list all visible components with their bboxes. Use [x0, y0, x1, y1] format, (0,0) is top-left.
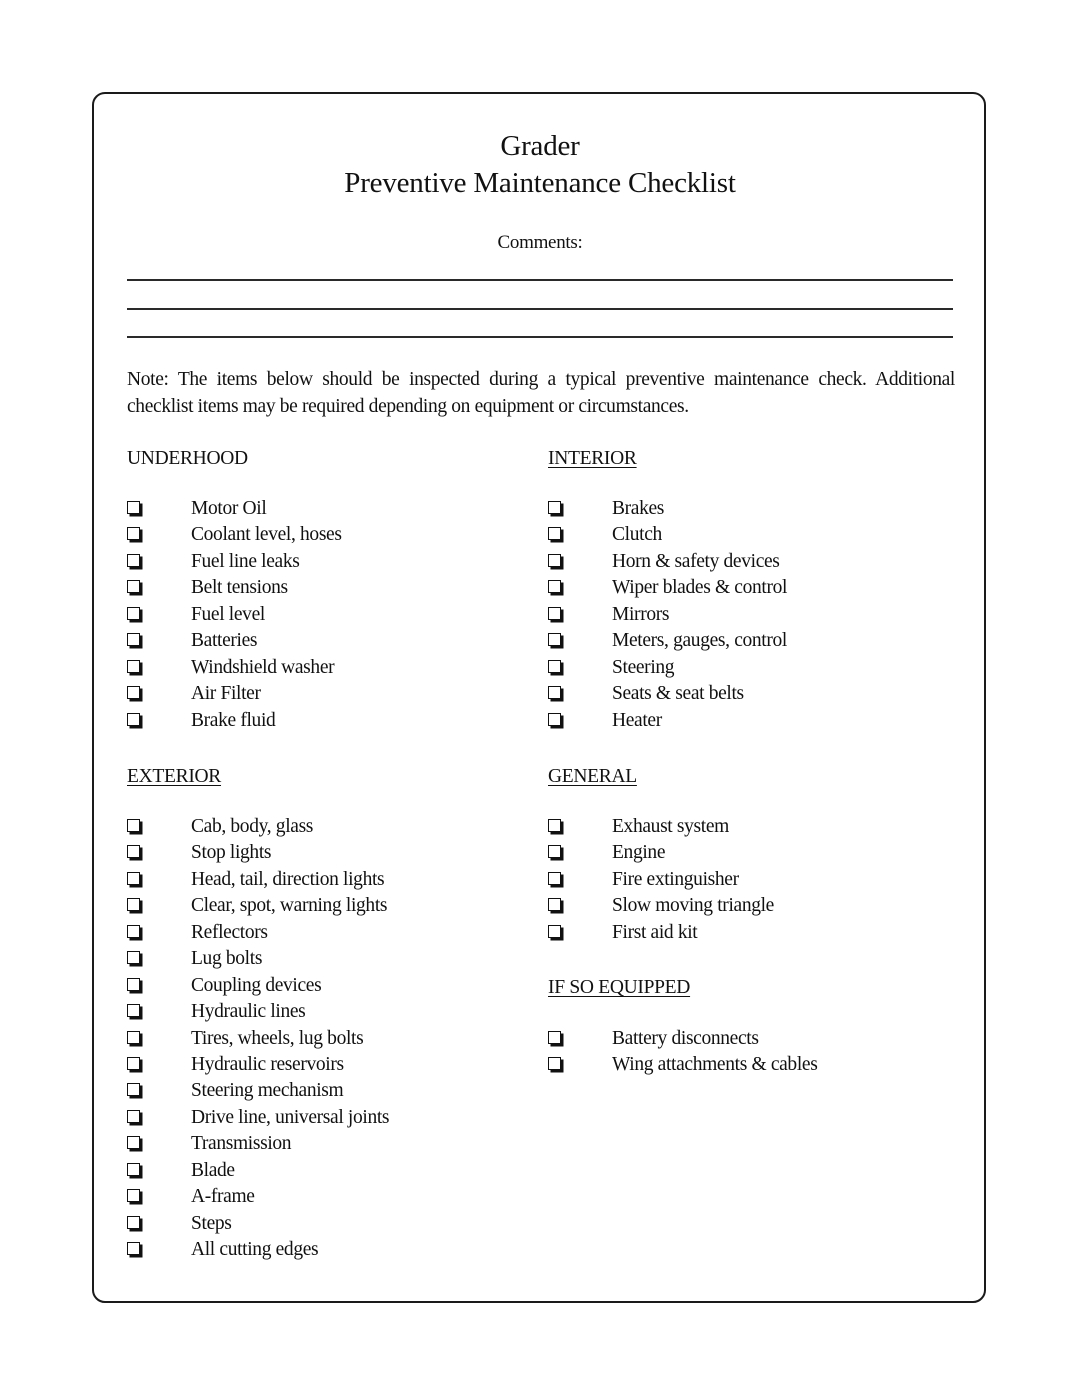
checklist-item-label: Meters, gauges, control [612, 630, 787, 652]
checklist-item[interactable] [127, 1105, 507, 1131]
checklist-item[interactable] [548, 867, 928, 893]
checkbox-icon[interactable] [127, 1242, 140, 1255]
comments-label: Comments: [497, 232, 583, 253]
checklist-item-label: Engine [612, 842, 666, 864]
checklist-item[interactable] [548, 655, 928, 681]
checklist-item-label: Wiper blades & control [612, 577, 788, 599]
checklist-item-label: Fuel level [191, 603, 265, 625]
checklist-item-label: Lug bolts [191, 948, 263, 970]
checklist-item-label: Batteries [191, 630, 258, 652]
checklist-item[interactable] [548, 496, 928, 522]
checklist-item-label: Transmission [191, 1133, 292, 1155]
checkbox-icon[interactable] [548, 660, 561, 673]
checkbox-icon[interactable] [127, 845, 140, 858]
checklist-item[interactable] [127, 893, 507, 919]
checklist-item[interactable] [127, 946, 507, 972]
checklist-item[interactable] [127, 1158, 507, 1184]
checklist-item-label: Head, tail, direction lights [191, 868, 385, 890]
section-heading-if-so-equipped: IF SO EQUIPPED [548, 977, 691, 998]
checklist-item[interactable] [548, 628, 928, 654]
checklist-item-label: Steering mechanism [191, 1080, 344, 1102]
checkbox-icon[interactable] [127, 686, 140, 699]
checkbox-icon[interactable] [127, 819, 140, 832]
checklist-item[interactable] [127, 549, 507, 575]
checkbox-icon[interactable] [127, 1216, 140, 1229]
checklist-item-label: Hydraulic lines [191, 1001, 306, 1023]
checklist-item-label: Coolant level, hoses [191, 524, 342, 546]
checklist-if-so-equipped [548, 1026, 928, 1079]
checkbox-icon[interactable] [548, 819, 561, 832]
checkbox-icon[interactable] [548, 1057, 561, 1070]
checklist-item-label: Mirrors [612, 603, 670, 625]
checklist-underhood [127, 496, 507, 734]
checkbox-icon[interactable] [127, 633, 140, 646]
checklist-general [548, 814, 928, 946]
checklist-item-label: Brake fluid [191, 709, 276, 731]
checkbox-icon[interactable] [548, 872, 561, 885]
section-heading-underhood: UNDERHOOD [127, 448, 248, 469]
checkbox-icon[interactable] [127, 501, 140, 514]
checklist-item[interactable] [127, 1184, 507, 1210]
checklist-item[interactable] [127, 973, 507, 999]
checklist-item[interactable] [127, 575, 507, 601]
checkbox-icon[interactable] [548, 633, 561, 646]
checklist-item[interactable] [548, 575, 928, 601]
section-heading-general: GENERAL [548, 766, 637, 787]
checklist-item-label: Horn & safety devices [612, 550, 780, 572]
checklist-item[interactable] [127, 708, 507, 734]
checkbox-icon[interactable] [127, 951, 140, 964]
checkbox-icon[interactable] [127, 1004, 140, 1017]
checklist-item-label: Clutch [612, 524, 662, 546]
checkbox-icon[interactable] [548, 1031, 561, 1044]
checklist-item-label: Battery disconnects [612, 1028, 759, 1049]
checklist-item[interactable] [548, 549, 928, 575]
checklist-item[interactable] [127, 1237, 507, 1263]
checkbox-icon[interactable] [127, 1136, 140, 1149]
checkbox-icon[interactable] [548, 713, 561, 726]
checklist-item[interactable] [127, 1026, 507, 1052]
comment-line-3[interactable] [127, 336, 953, 338]
checklist-item-label: Steering [612, 656, 675, 678]
comment-line-2[interactable] [127, 308, 953, 310]
checkbox-icon[interactable] [127, 607, 140, 620]
checklist-item[interactable] [548, 708, 928, 734]
checklist-item-label: Blade [191, 1159, 235, 1181]
checklist-item[interactable] [127, 814, 507, 840]
checklist-item-label: Motor Oil [191, 498, 267, 519]
checklist-item[interactable] [127, 522, 507, 548]
checklist-item[interactable] [548, 1052, 928, 1078]
checklist-item[interactable] [548, 840, 928, 866]
checklist-item[interactable] [127, 602, 507, 628]
checklist-item[interactable] [127, 655, 507, 681]
checklist-item[interactable] [127, 628, 507, 654]
checkbox-icon[interactable] [127, 1110, 140, 1123]
checklist-item-label: Reflectors [191, 921, 268, 943]
checkbox-icon[interactable] [127, 660, 140, 673]
checkbox-icon[interactable] [127, 527, 140, 540]
checklist-item-label: First aid kit [612, 921, 698, 943]
checklist-item[interactable] [548, 893, 928, 919]
checklist-item[interactable] [548, 1026, 928, 1052]
checklist-interior [548, 496, 928, 734]
document-title-equipment: Grader [500, 130, 580, 162]
checkbox-icon[interactable] [127, 872, 140, 885]
checkbox-icon[interactable] [548, 925, 561, 938]
checkbox-icon[interactable] [548, 607, 561, 620]
checkbox-icon[interactable] [127, 925, 140, 938]
document-title: Preventive Maintenance Checklist [344, 167, 736, 199]
checklist-item-label: Wing attachments & cables [612, 1054, 818, 1076]
checklist-item[interactable] [127, 999, 507, 1025]
checklist-item[interactable] [127, 496, 507, 522]
checkbox-icon[interactable] [127, 1083, 140, 1096]
section-heading-interior: INTERIOR [548, 448, 637, 469]
checklist-item-label: Steps [191, 1212, 232, 1234]
checkbox-icon[interactable] [127, 713, 140, 726]
checklist-item-label: Brakes [612, 498, 665, 519]
checklist-item-label: Fire extinguisher [612, 868, 739, 890]
checkbox-icon[interactable] [548, 527, 561, 540]
checklist-item-label: Exhaust system [612, 816, 729, 837]
checkbox-icon[interactable] [127, 1189, 140, 1202]
checklist-item-label: Drive line, universal joints [191, 1106, 390, 1128]
checklist-item[interactable] [548, 681, 928, 707]
checklist-item[interactable] [127, 1052, 507, 1078]
checklist-item[interactable] [548, 814, 928, 840]
checklist-item[interactable] [548, 920, 928, 946]
checklist-item-label: Slow moving triangle [612, 895, 774, 917]
checkbox-icon[interactable] [127, 1163, 140, 1176]
checkbox-icon[interactable] [127, 1057, 140, 1070]
checkbox-icon[interactable] [548, 898, 561, 911]
checkbox-icon[interactable] [127, 898, 140, 911]
checkbox-icon[interactable] [127, 1031, 140, 1044]
checkbox-icon[interactable] [548, 845, 561, 858]
checklist-item[interactable] [127, 1211, 507, 1237]
checklist-item[interactable] [127, 1131, 507, 1157]
checklist-item[interactable] [548, 522, 928, 548]
checkbox-icon[interactable] [127, 580, 140, 593]
checklist-item-label: Cab, body, glass [191, 816, 314, 837]
checklist-item-label: Seats & seat belts [612, 683, 744, 705]
checklist-item-label: A-frame [191, 1186, 255, 1208]
checklist-item[interactable] [127, 867, 507, 893]
checklist-item-label: Hydraulic reservoirs [191, 1053, 344, 1075]
checklist-item[interactable] [127, 681, 507, 707]
checklist-item-label: Windshield washer [191, 656, 335, 678]
comment-line-1[interactable] [127, 279, 953, 281]
checkbox-icon[interactable] [548, 501, 561, 514]
checkbox-icon[interactable] [548, 686, 561, 699]
checklist-item[interactable] [548, 602, 928, 628]
checklist-item[interactable] [127, 840, 507, 866]
section-heading-exterior: EXTERIOR [127, 766, 222, 787]
checklist-item-label: Coupling devices [191, 974, 322, 996]
instruction-note: Note: The items below should be inspected during a typical preventive maintenance check. Additional checklist items may be required depending on equipment or circumstances. [127, 369, 955, 417]
checklist-item[interactable] [127, 920, 507, 946]
checklist-item-label: Air Filter [191, 683, 261, 705]
checklist-item[interactable] [127, 1078, 507, 1104]
checklist-item-label: Fuel line leaks [191, 550, 300, 572]
checklist-item-label: Belt tensions [191, 577, 288, 599]
checklist-item-label: Stop lights [191, 842, 272, 864]
checklist-item-label: Heater [612, 709, 662, 731]
checklist-exterior [127, 814, 507, 1263]
checkbox-icon[interactable] [548, 554, 561, 567]
checkbox-icon[interactable] [127, 554, 140, 567]
checkbox-icon[interactable] [127, 978, 140, 991]
checklist-item-label: Clear, spot, warning lights [191, 895, 388, 917]
checklist-item-label: Tires, wheels, lug bolts [191, 1027, 364, 1049]
checklist-item-label: All cutting edges [191, 1239, 319, 1260]
checkbox-icon[interactable] [548, 580, 561, 593]
